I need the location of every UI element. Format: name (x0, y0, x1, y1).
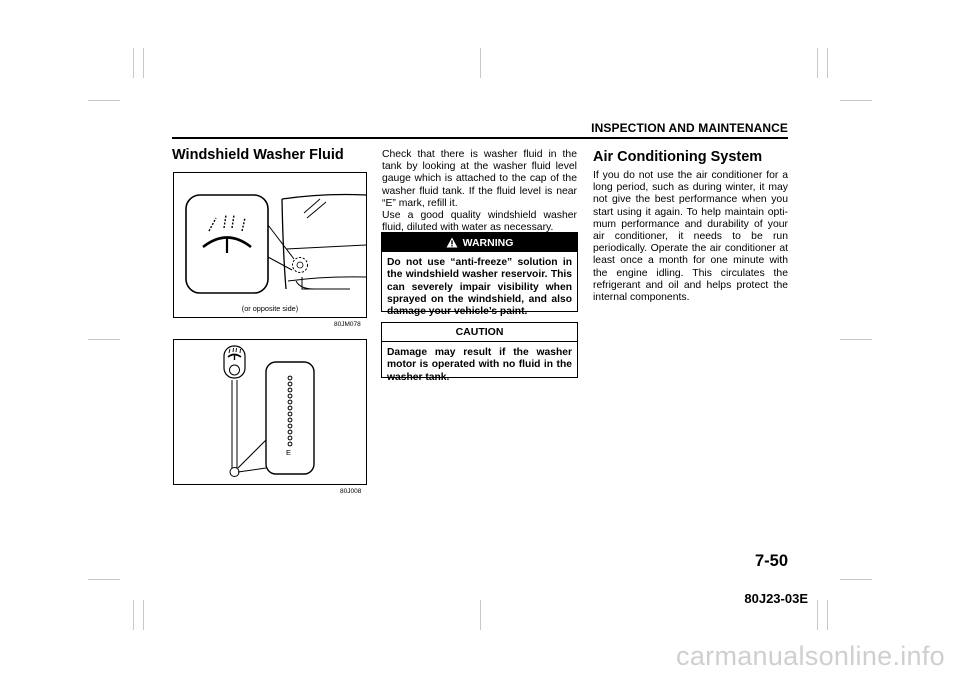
watermark: carmanualsonline.info (676, 641, 945, 671)
warning-box (381, 232, 578, 318)
ac-section-title: Air Conditioning System (593, 149, 763, 165)
caution-box (381, 322, 578, 383)
figure-caption: (or opposite side) (241, 304, 299, 313)
washer-section-title: Windshield Washer Fluid (172, 147, 344, 163)
page-number: 7-50 (754, 552, 788, 570)
washer-location-figure (173, 172, 367, 318)
warning-label: WARNING (462, 236, 514, 249)
figure-code: 80J008 (340, 488, 362, 495)
washer-body-text: Check that there is washer fluid in the tank by looking at the washer fluid level gauge which is attached to the cap of the washer fluid tank. If the fluid level is near “E” mark, refill it. Use a good quality windshield washer fluid, diluted with water as necessary. (382, 149, 577, 234)
ac-body-text: If you do not use the air conditioner for a long period, such as during winter, it may not give the best performance when you start using it again. To help maintain opti-mum performance and durability of your air conditioner, it needs to be run periodically. Operate the air conditioner at least once a month for one minute with the engine idling. This circulates the refrigerant and oil and helps protect the internal components. (593, 170, 788, 304)
fluid-gauge-figure (173, 339, 367, 485)
caution-text: Damage may result if the washer motor is operated with no fluid in the washer tank. (387, 347, 572, 383)
running-header: INSPECTION AND MAINTENANCE (591, 121, 788, 135)
washer-location-illustration (174, 173, 366, 317)
warning-text: Do not use “anti-freeze” solution in the windshield washer reservoir. This can severely impair visibility when sprayed on the windshield, and also damage your vehicle’s paint. (387, 257, 572, 318)
warning-header (382, 233, 577, 252)
caution-label: CAUTION (455, 326, 504, 338)
empty-mark-label: E (286, 448, 292, 457)
header-rule (172, 137, 788, 139)
document-code: 80J23-03E (744, 591, 808, 606)
fluid-gauge-illustration (174, 340, 366, 484)
warning-triangle-icon (446, 237, 458, 248)
figure-code: 80JM078 (334, 321, 361, 328)
caution-header (382, 323, 577, 342)
